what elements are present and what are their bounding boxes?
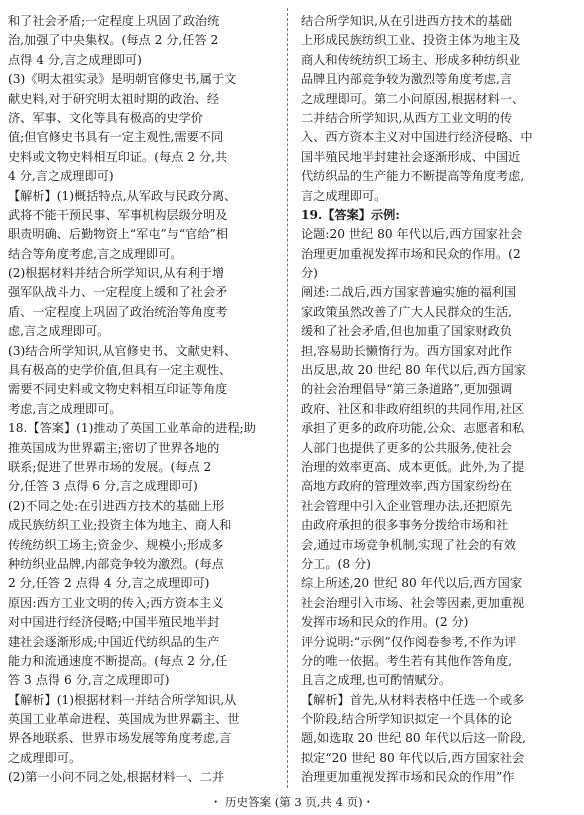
text-line: 分,任答 3 点得 6 分,言之成理即可) — [8, 479, 198, 494]
text-line: 联系;促进了世界市场的发展。(每点 2 — [8, 459, 212, 474]
text-line: 和了社会矛盾;一定程度上巩固了政治统 — [8, 14, 220, 28]
text-line: 献史料,对于研究明太祖时期的政治、经 — [8, 91, 220, 106]
text-line: 缓和了社会矛盾,但也加重了国家财政负 — [301, 324, 513, 339]
text-line: 【解析】(1)根据材料一并结合所学知识,从 — [8, 692, 237, 707]
text-line: 值;但官修史书具有一定主观性,需要不同 — [8, 130, 224, 145]
text-line: 强军队战斗力、一定程度上缓和了社会矛 — [8, 285, 228, 300]
text-line: 分的唯一依据。考生若有其他作答角度, — [301, 653, 513, 668]
text-line: (3)《明太祖实录》是明朝官修史书,属于文 — [8, 72, 237, 87]
text-line: 言之成理即可。 — [301, 188, 387, 203]
page-footer: ・ 历史答案 (第 3 页,共 4 页)・ — [209, 795, 375, 809]
text-line: 的社会治理倡导“第三条道路”,更加强调 — [301, 382, 513, 397]
text-line: 人部门也提供了更多的公共服务,使社会 — [301, 440, 513, 455]
text-line: 4 分,言之成理即可) — [8, 169, 114, 184]
text-line: 18.【答案】(1)推动了英国工业革命的进程;助 — [8, 421, 256, 436]
text-line: 分工。(8 分) — [301, 556, 371, 571]
text-line: 承担了更多的政府功能,公众、志愿者和私 — [301, 421, 525, 436]
text-line: 需要不同史料或文物史料相互印证等角度 — [8, 382, 228, 397]
text-line: 答 3 点得 6 分,言之成理即可) — [8, 673, 170, 688]
text-line: 出反思,故 20 世纪 80 年代以后,西方国家 — [301, 363, 526, 378]
text-line: 虑,言之成理即可。 — [8, 324, 110, 339]
text-line: (2)第一小问不同之处,根据材料一、二并 — [8, 770, 225, 785]
text-line: 传统纺织工场主;资金少、规模小;形成多 — [8, 537, 224, 552]
text-line: 治理的效率更高、成本更低。此外,为了提 — [301, 459, 525, 474]
text-line: 2 分,任答 2 点得 4 分,言之成理即可) — [8, 576, 210, 591]
text-line: (2)根据材料并结合所学知识,从有利于增 — [8, 266, 225, 281]
text-line: 评分说明:“示例”仅作阅卷参考,不作为评 — [301, 634, 517, 649]
text-line: (3)结合所学知识,从官修史书、文献史料、 — [8, 343, 237, 358]
text-line: 阐述:二战后,西方国家普遍实施的福利国 — [301, 285, 517, 300]
text-line: 拟定“20 世纪 80 年代以后,西方国家社会 — [301, 750, 525, 765]
text-line: 之成理即可。第二小问原因,根据材料一、 — [301, 91, 525, 106]
text-line: 【解析】首先,从材料表格中任选一个或多 — [301, 692, 525, 707]
text-line: 考虑,言之成理即可。 — [8, 401, 122, 416]
text-line: 国半殖民地半封建社会逐渐形成、中国近 — [301, 149, 521, 164]
text-line: 推英国成为世界霸主;密切了世界各地的 — [8, 440, 220, 455]
text-line: 社会治理引入市场、社会等因素,更加重视 — [301, 595, 525, 610]
text-line: 19.【答案】示例: — [301, 207, 400, 222]
text-line: 具有极高的史学价值,但具有一定主观性、 — [8, 363, 232, 378]
text-line: 盾、一定程度上巩固了政治统治等角度考 — [8, 304, 228, 319]
text-line: 政府、社区和非政府组织的共同作用,社区 — [301, 401, 525, 416]
text-line: 品牌且内部竞争较为激烈等角度考虑,言 — [301, 72, 513, 87]
text-line: 分) — [301, 266, 318, 281]
text-line: 个阶段,结合所学知识拟定一个具体的论 — [301, 712, 513, 727]
text-line: 商人和传统纺织工场主、形成多种纺织业 — [301, 52, 521, 67]
text-line: 建社会逐渐形成;中国近代纺织品的生产 — [8, 634, 220, 649]
text-line: 英国工业革命进程、英国成为世界霸主、世 — [8, 712, 240, 727]
text-line: 治理更加重视发挥市场和民众的作用。(2 — [301, 246, 521, 261]
text-line: 成民族纺织工业;投资主体为地主、商人和 — [8, 518, 232, 533]
text-line: 论题:20 世纪 80 年代以后,西方国家社会 — [301, 227, 523, 242]
text-line: 代纺织品的生产能力不断提高等角度考虑, — [301, 169, 525, 184]
text-line: 之成理即可。 — [8, 750, 82, 765]
text-line: 原因:西方工业文明的传入;西方资本主义 — [8, 595, 224, 610]
text-line: 治,加强了中央集权。(每点 2 分,任答 2 — [8, 33, 219, 48]
text-line: 且言之成理,也可酌情赋分。 — [301, 673, 452, 688]
column-divider — [287, 8, 288, 788]
text-line: 家政策虽然改善了广大人民群众的生活, — [301, 304, 513, 319]
text-line: 发挥市场和民众的作用。(2 分) — [301, 615, 469, 630]
text-line: (2)不同之处:在引进西方技术的基础上形 — [8, 498, 225, 513]
text-line: 结合所学知识,从在引进西方技术的基础 — [301, 14, 513, 28]
right-column — [301, 12, 573, 788]
text-line: 种纺织业品牌,内部竞争较为激烈。(每点 — [8, 556, 224, 571]
text-line: 由政府承担的很多事务分拨给市场和社 — [301, 518, 509, 533]
text-line: 社会管理中引入企业管理办法,还把原先 — [301, 498, 513, 513]
text-line: 上形成民族纺织工业、投资主体为地主及 — [301, 33, 521, 48]
text-line: 入、西方资本主义对中国进行经济侵略、中 — [301, 130, 533, 145]
text-line: 高地方政府的管理效率,西方国家纷纷在 — [301, 479, 513, 494]
text-line: 治理更加重视发挥市场和民众的作用”作 — [301, 770, 515, 785]
text-line: 能力和流通速度不断提高。(每点 2 分,任 — [8, 653, 228, 668]
text-line: 对中国进行经济侵略;中国半殖民地半封 — [8, 615, 220, 630]
text-line: 会,通过市场竞争机制,实现了社会的有效 — [301, 537, 516, 552]
text-line: 担,容易助长懒惰行为。西方国家对此作 — [301, 343, 513, 358]
text-line: 点得 4 分,言之成理即可) — [8, 52, 142, 67]
text-line: 界各地联系、世界市场发展等角度考虑,言 — [8, 731, 232, 746]
text-line: 题,如选取 20 世纪 80 年代以后这一阶段, — [301, 731, 526, 746]
text-line: 济、军事、文化等具有极高的史学价 — [8, 110, 203, 125]
text-line: 【解析】(1)概括特点,从军政与民政分离、 — [8, 188, 237, 203]
text-line: 职责明确、后勤物资上“军屯”与“官给”相 — [8, 227, 228, 242]
left-column — [8, 12, 276, 788]
text-line: 结合等角度考虑,言之成理即可。 — [8, 246, 183, 261]
text-line: 二并结合所学知识,从西方工业文明的传 — [301, 110, 513, 125]
text-line: 武将不能干预民事、军事机构层级分明及 — [8, 207, 228, 222]
text-line: 综上所述,20 世纪 80 年代以后,西方国家 — [301, 576, 523, 591]
text-line: 史料或文物史料相互印证。(每点 2 分,共 — [8, 149, 228, 164]
